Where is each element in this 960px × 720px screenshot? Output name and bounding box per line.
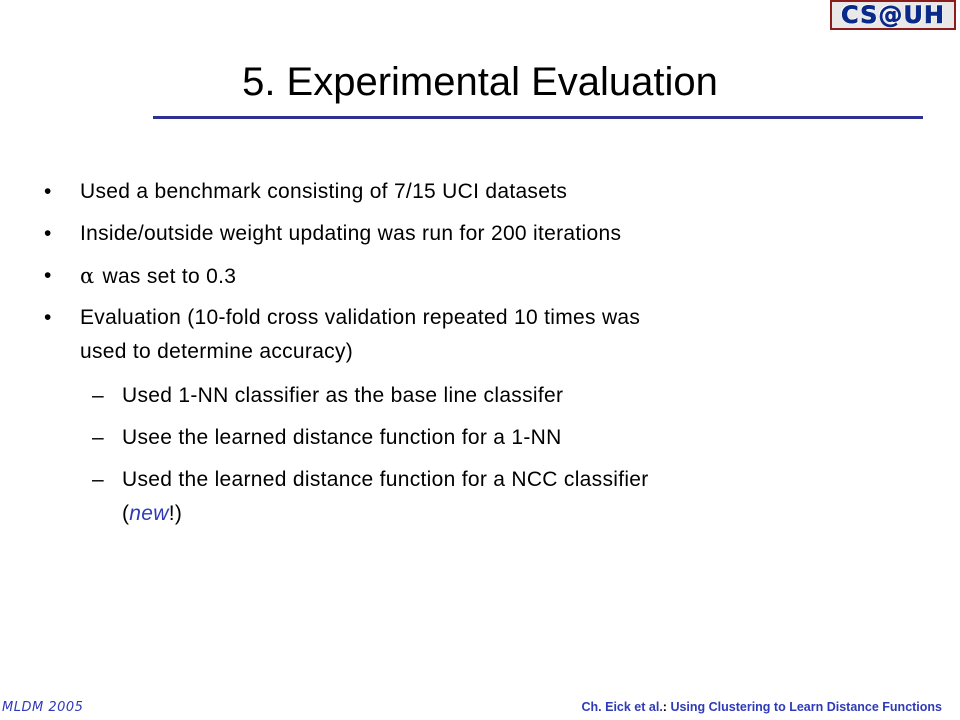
slide-title: 5. Experimental Evaluation (242, 60, 718, 104)
bullet-benchmark: Used a benchmark consisting of 7/15 UCI datasets (80, 180, 568, 203)
sub-bullet-baseline: Used 1-NN classifier as the base line classifer (122, 384, 564, 407)
sub-bullet-ncc-line2 (122, 499, 842, 529)
bullet-marker: • (44, 222, 52, 245)
bullet-alpha-text: was set to 0.3 (102, 265, 237, 288)
cs-uh-logo (830, 0, 956, 30)
logo-text: CS@UH (841, 1, 945, 29)
bullet-evaluation-line2: used to determine accuracy) (80, 340, 354, 363)
alpha-symbol: α (80, 264, 95, 288)
paren-close: !) (168, 502, 183, 525)
sub-bullet-marker: – (92, 426, 104, 449)
footer-citation (582, 700, 942, 714)
footer-author: Ch. Eick et al. (581, 700, 663, 714)
sub-bullet-1nn: Usee the learned distance function for a 1-NN (122, 426, 562, 449)
footer-separator: : (662, 700, 667, 714)
paren-open: ( (122, 502, 130, 525)
bullet-alpha (62, 261, 862, 292)
sub-bullet-marker: – (92, 468, 104, 491)
bullet-evaluation-line1: Evaluation (10-fold cross validation repeated 10 times was (80, 306, 641, 329)
footer-talk-title: Using Clustering to Learn Distance Functions (666, 700, 942, 714)
bullet-marker: • (44, 306, 52, 329)
bullet-marker: • (44, 264, 52, 287)
footer-conference: MLDM 2005 (2, 700, 84, 715)
sub-bullet-ncc-line1: Used the learned distance function for a NCC classifier (122, 468, 649, 491)
bullet-marker: • (44, 180, 52, 203)
title-underline (153, 116, 923, 119)
sub-bullet-marker: – (92, 384, 104, 407)
new-highlight: new (129, 502, 169, 525)
bullet-weight-updating: Inside/outside weight updating was run for 200 iterations (80, 222, 622, 245)
